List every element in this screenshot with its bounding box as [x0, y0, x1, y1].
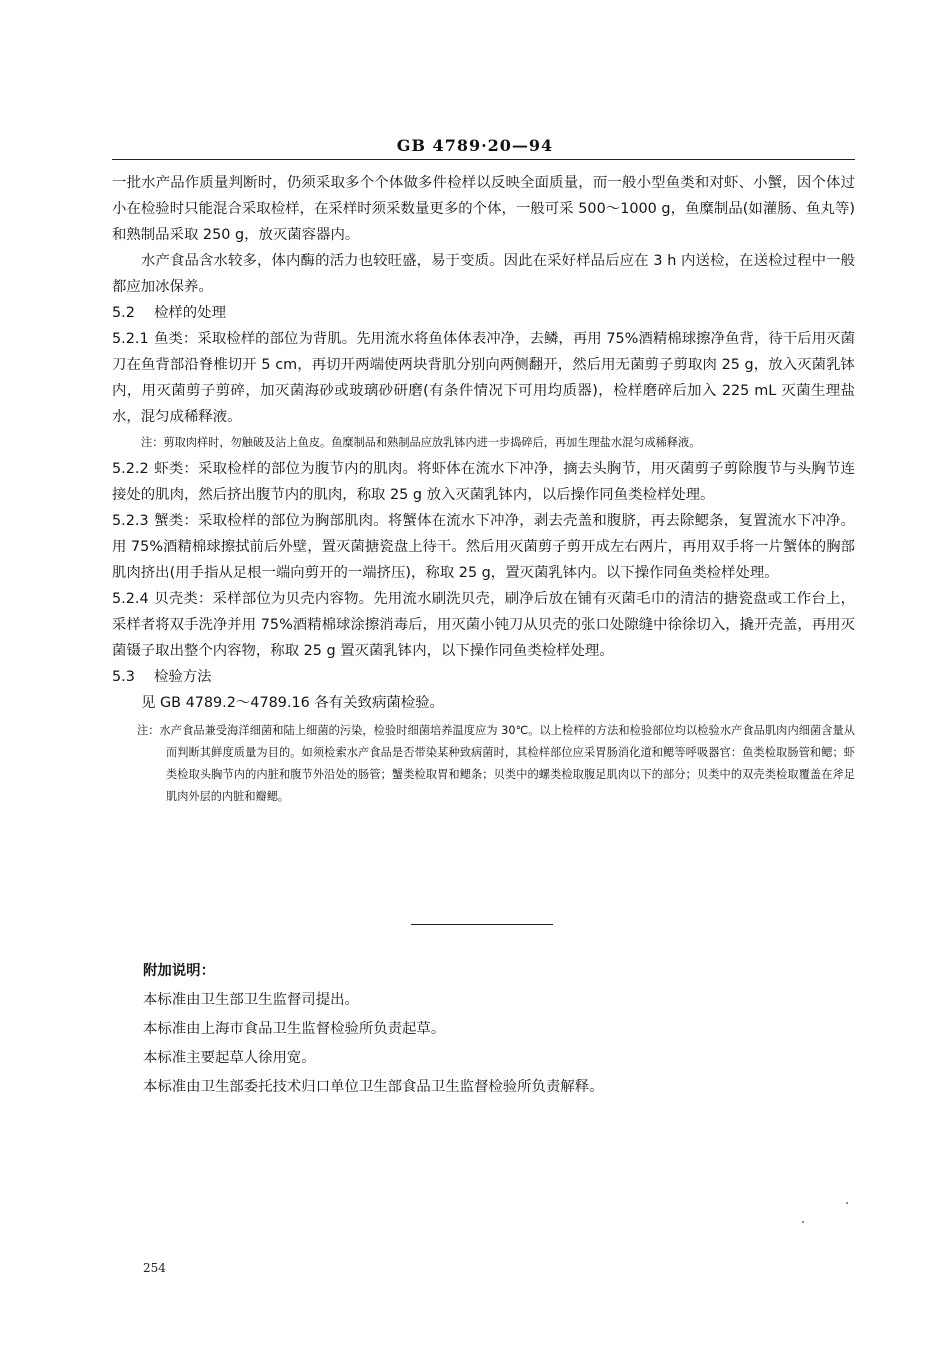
- appendix-title: 附加说明：: [143, 963, 215, 979]
- appendix: [143, 957, 843, 1102]
- section-5-2-3: [112, 508, 855, 586]
- intro-paragraph: 一批水产品作质量判断时，仍须采取多个个体做多件检样以反映全面质量，而一般小型鱼类和对虾、小蟹，因个体过小在检验时只能混合采取检样，在采样时须采数量更多的个体，一般可采 500～1000 g，鱼糜制品(如灌肠、鱼丸等)和熟制品采取 250 g，放灭菌容器内。: [112, 175, 855, 243]
- section-number: 5.2.4: [112, 591, 149, 607]
- section-5-2-4: [112, 586, 855, 664]
- section-title: 检验方法: [154, 669, 212, 685]
- section-title: 检样的处理: [154, 305, 226, 321]
- document-body: [112, 170, 855, 808]
- section-text: 贝壳类：采样部位为贝壳内容物。先用流水刷洗贝壳，刷净后放在铺有灭菌毛巾的清洁的搪瓷盘或工作台上，采样者将双手洗净并用 75%酒精棉球涂擦消毒后，用灭菌小钝刀从贝壳的张口处隙缝中徐徐切入，撬开壳盖，再用灭菌镊子取出整个内容物，称取 25 g 置灭菌乳钵内，以下操作同鱼类检样处理。: [112, 591, 855, 659]
- standard-code-header: GB 4789·20—94: [396, 136, 554, 155]
- appendix-line: 本标准主要起草人徐用宽。: [143, 1050, 316, 1066]
- section-5-2-2: [112, 456, 855, 508]
- section-5-2-1-note: 注：剪取肉样时，勿触破及沾上鱼皮。鱼糜制品和熟制品应放乳钵内进一步捣碎后，再加生理盐水混匀成稀释液。: [141, 436, 701, 449]
- section-5-2-1: [112, 326, 855, 430]
- section-5-2-heading: [112, 300, 855, 326]
- section-divider: [411, 924, 553, 925]
- section-text: 蟹类：采取检样的部位为胸部肌肉。将蟹体在流水下冲净，剥去壳盖和腹脐，再去除鳃条，复置流水下冲净。用 75%酒精棉球擦拭前后外壁，置灭菌搪瓷盘上待干。然后用灭菌剪子剪开成左右两片，再用双手将一片蟹体的胸部肌肉挤出(用手指从足根一端向剪开的一端挤压)，称取 25 g，置灭菌乳钵内。以下操作同鱼类检样处理。: [112, 513, 855, 581]
- section-number: 5.2.1: [112, 331, 149, 347]
- section-number: 5.2.3: [112, 513, 149, 529]
- section-number: 5.3: [112, 669, 135, 685]
- section-number: 5.2.2: [112, 461, 149, 477]
- header-rule: [112, 159, 855, 160]
- page-number: 254: [143, 1261, 166, 1275]
- section-5-3-heading: [112, 664, 855, 690]
- section-5-3-note: 注：水产食品兼受海洋细菌和陆上细菌的污染，检验时细菌培养温度应为 30℃。以上检样的方法和检验部位均以检验水产食品肌肉内细菌含量从而判断其鲜度质量为目的。如须检索水产食品是否带染某种致病菌时，其检样部位应采胃肠消化道和鳃等呼吸器官：鱼类检取肠管和鳃；虾类检取头胸节内的内脏和腹节外沿处的肠管；蟹类检取胃和鳃条；贝类中的螺类检取腹足肌肉以下的部分；贝类中的双壳类检取覆盖在斧足肌肉外层的内脏和瓣鳃。: [137, 724, 855, 803]
- appendix-line: 本标准由上海市食品卫生监督检验所负责起草。: [143, 1021, 446, 1037]
- scan-speck: [802, 1221, 804, 1223]
- section-number: 5.2: [112, 305, 135, 321]
- section-text: 鱼类：采取检样的部位为背肌。先用流水将鱼体体表冲净，去鳞，再用 75%酒精棉球擦净鱼背，待干后用灭菌刀在鱼背部沿脊椎切开 5 cm，再切开两端使两块背肌分别向两侧翻开，然后用无菌剪子剪取肉 25 g，放入灭菌乳钵内，用灭菌剪子剪碎，加灭菌海砂或玻璃砂研磨(有条件情况下可用均质器)，检样磨碎后加入 225 mL 灭菌生理盐水，混匀成稀释液。: [112, 331, 855, 425]
- appendix-line: 本标准由卫生部卫生监督司提出。: [143, 992, 359, 1008]
- section-5-3-text: 见 GB 4789.2～4789.16 各有关致病菌检验。: [141, 695, 444, 711]
- appendix-line: 本标准由卫生部委托技术归口单位卫生部食品卫生监督检验所负责解释。: [143, 1079, 604, 1095]
- scan-speck: [846, 1202, 848, 1204]
- moisture-paragraph: 水产食品含水较多，体内酶的活力也较旺盛，易于变质。因此在采好样品后应在 3 h 内送检，在送检过程中一般都应加冰保养。: [112, 253, 855, 295]
- section-text: 虾类：采取检样的部位为腹节内的肌肉。将虾体在流水下冲净，摘去头胸节，用灭菌剪子剪除腹节与头胸节连接处的肌肉，然后挤出腹节内的肌肉，称取 25 g 放入灭菌乳钵内，以后操作同鱼类检样处理。: [112, 461, 855, 503]
